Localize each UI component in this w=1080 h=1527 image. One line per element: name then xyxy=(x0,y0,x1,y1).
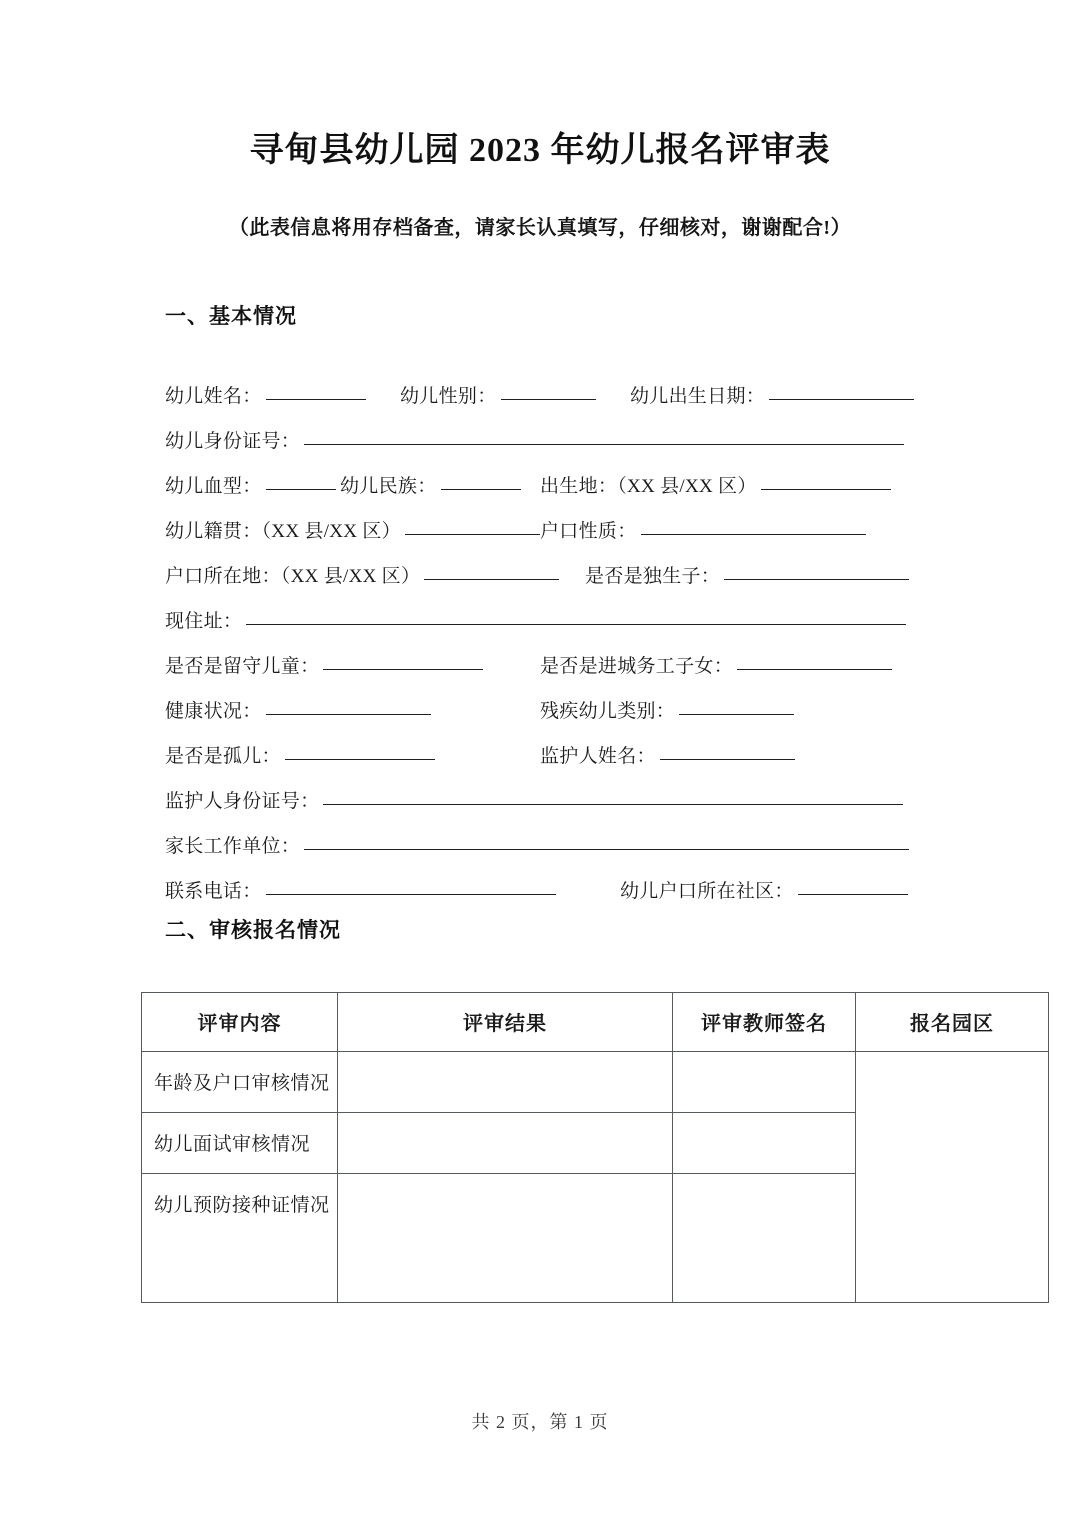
form-field xyxy=(540,689,794,734)
field-label: 是否是留守儿童： xyxy=(165,655,320,677)
table-cell-result[interactable] xyxy=(338,1051,673,1112)
form-row xyxy=(165,599,1080,644)
table-cell-result[interactable] xyxy=(338,1112,673,1173)
table-cell-content: 幼儿面试审核情况 xyxy=(142,1112,338,1173)
field-label: 联系电话： xyxy=(165,880,262,902)
form-field xyxy=(165,554,559,599)
field-label: 户口性质： xyxy=(540,520,637,542)
form-row xyxy=(165,734,1080,779)
field-label: 幼儿民族： xyxy=(340,475,437,497)
table-header-content: 评审内容 xyxy=(142,992,338,1051)
table-cell-signature[interactable] xyxy=(673,1051,856,1112)
form-row xyxy=(165,644,1080,689)
field-label: 幼儿性别： xyxy=(400,385,497,407)
field-label: 出生地：（XX 县/XX 区） xyxy=(540,475,757,497)
field-blank-line[interactable] xyxy=(737,668,892,670)
field-blank-line[interactable] xyxy=(323,668,483,670)
table-cell-result[interactable] xyxy=(338,1173,673,1302)
form-row xyxy=(165,689,1080,734)
field-blank-line[interactable] xyxy=(304,848,909,850)
field-blank-line[interactable] xyxy=(679,713,794,715)
form-field xyxy=(340,464,521,509)
basic-info-form xyxy=(0,330,1080,914)
field-label: 是否是进城务工子女： xyxy=(540,655,734,677)
table-header-campus: 报名园区 xyxy=(856,992,1049,1051)
field-label: 幼儿出生日期： xyxy=(630,385,766,407)
field-label: 残疾幼儿类别： xyxy=(540,700,676,722)
field-label: 幼儿身份证号： xyxy=(165,430,301,452)
form-field xyxy=(165,644,483,689)
field-label: 幼儿籍贯：（XX 县/XX 区） xyxy=(165,520,401,542)
form-field xyxy=(540,509,866,554)
field-blank-line[interactable] xyxy=(660,758,795,760)
field-label: 是否是独生子： xyxy=(585,565,721,587)
field-blank-line[interactable] xyxy=(266,398,366,400)
form-field xyxy=(540,464,891,509)
field-blank-line[interactable] xyxy=(441,488,521,490)
table-row xyxy=(142,1051,1049,1112)
field-label: 幼儿血型： xyxy=(165,475,262,497)
form-field xyxy=(630,374,914,419)
field-blank-line[interactable] xyxy=(641,533,866,535)
section-heading-basic-info: 一、基本情况 xyxy=(165,303,297,328)
form-field xyxy=(620,869,908,914)
form-row xyxy=(165,419,1080,464)
field-label: 幼儿姓名： xyxy=(165,385,262,407)
field-blank-line[interactable] xyxy=(424,578,559,580)
review-table-wrapper xyxy=(0,944,1080,1303)
form-row xyxy=(165,464,1080,509)
form-row xyxy=(165,554,1080,599)
field-blank-line[interactable] xyxy=(304,443,904,445)
field-blank-line[interactable] xyxy=(285,758,435,760)
review-table xyxy=(141,992,1049,1303)
field-label: 户口所在地：（XX 县/XX 区） xyxy=(165,565,421,587)
form-field xyxy=(585,554,909,599)
form-field xyxy=(165,734,435,779)
field-label: 幼儿户口所在社区： xyxy=(620,880,794,902)
form-field xyxy=(165,869,556,914)
form-field xyxy=(165,824,909,869)
form-row xyxy=(165,824,1080,869)
table-cell-content: 年龄及户口审核情况 xyxy=(142,1051,338,1112)
field-blank-line[interactable] xyxy=(798,893,908,895)
form-field xyxy=(400,374,596,419)
field-blank-line[interactable] xyxy=(501,398,596,400)
table-cell-campus[interactable] xyxy=(856,1051,1049,1302)
field-blank-line[interactable] xyxy=(761,488,891,490)
field-blank-line[interactable] xyxy=(323,803,903,805)
form-field xyxy=(165,779,903,824)
field-blank-line[interactable] xyxy=(405,533,540,535)
form-field xyxy=(165,419,904,464)
field-label: 健康状况： xyxy=(165,700,262,722)
field-blank-line[interactable] xyxy=(266,713,431,715)
form-field xyxy=(540,644,892,689)
form-row xyxy=(165,869,1080,914)
table-header-row xyxy=(142,992,1049,1051)
table-header-teacher-signature: 评审教师签名 xyxy=(673,992,856,1051)
form-field xyxy=(165,599,906,644)
form-row xyxy=(165,509,1080,554)
field-blank-line[interactable] xyxy=(266,893,556,895)
page-subtitle: （此表信息将用存档备查，请家长认真填写，仔细核对，谢谢配合!） xyxy=(228,216,852,239)
field-label: 监护人姓名： xyxy=(540,745,656,767)
form-row xyxy=(165,779,1080,824)
page-title: 寻甸县幼儿园 2023 年幼儿报名评审表 xyxy=(249,132,831,169)
field-label: 监护人身份证号： xyxy=(165,790,320,812)
field-blank-line[interactable] xyxy=(266,488,336,490)
form-field xyxy=(165,464,336,509)
field-blank-line[interactable] xyxy=(769,398,914,400)
field-label: 是否是孤儿： xyxy=(165,745,281,767)
section-heading-review: 二、审核报名情况 xyxy=(165,917,341,942)
table-cell-content: 幼儿预防接种证情况 xyxy=(142,1173,338,1302)
field-blank-line[interactable] xyxy=(724,578,909,580)
table-cell-signature[interactable] xyxy=(673,1112,856,1173)
form-field xyxy=(165,374,366,419)
page-footer: 共 2 页，第 1 页 xyxy=(471,1412,609,1432)
form-field xyxy=(540,734,795,779)
field-blank-line[interactable] xyxy=(246,623,906,625)
field-label: 现住址： xyxy=(165,610,243,632)
field-label: 家长工作单位： xyxy=(165,835,301,857)
form-field xyxy=(165,689,431,734)
form-row xyxy=(165,374,1080,419)
table-cell-signature[interactable] xyxy=(673,1173,856,1302)
form-field xyxy=(165,509,540,554)
table-header-result: 评审结果 xyxy=(338,992,673,1051)
